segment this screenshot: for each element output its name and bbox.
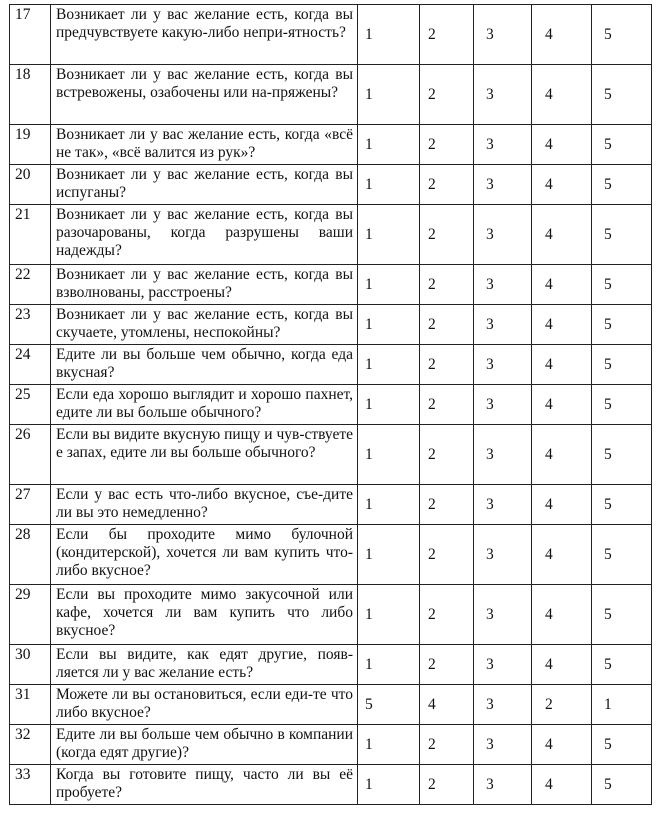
question-text: Возникает ли у вас желание есть, когда вы испуганы? <box>51 165 358 205</box>
question-number: 30 <box>10 645 51 685</box>
answer-option-1[interactable]: 5 <box>358 685 420 725</box>
question-number: 19 <box>10 125 51 165</box>
answer-option-5[interactable]: 5 <box>592 205 652 265</box>
answer-option-2[interactable]: 2 <box>420 65 474 125</box>
answer-option-4[interactable]: 4 <box>532 125 592 165</box>
answer-option-4[interactable]: 4 <box>532 305 592 345</box>
answer-option-1[interactable]: 1 <box>358 205 420 265</box>
answer-option-4[interactable]: 4 <box>532 205 592 265</box>
question-text: Если вы видите вкусную пищу и чув-ствуете е запах, едите ли вы больше обычного? <box>51 425 358 485</box>
answer-option-4[interactable]: 4 <box>532 5 592 65</box>
answer-option-2[interactable]: 2 <box>420 525 474 585</box>
answer-option-1[interactable]: 1 <box>358 585 420 645</box>
answer-option-3[interactable]: 3 <box>474 585 532 645</box>
question-number: 25 <box>10 385 51 425</box>
answer-option-1[interactable]: 1 <box>358 485 420 525</box>
question-text: Едите ли вы больше чем обычно, когда еда вкусная? <box>51 345 358 385</box>
answer-option-5[interactable]: 5 <box>592 265 652 305</box>
answer-option-5[interactable]: 5 <box>592 525 652 585</box>
answer-option-5[interactable]: 5 <box>592 5 652 65</box>
table-row <box>10 725 652 765</box>
answer-option-4[interactable]: 4 <box>532 645 592 685</box>
table-row <box>10 5 652 65</box>
answer-option-4[interactable]: 4 <box>532 265 592 305</box>
answer-option-2[interactable]: 2 <box>420 265 474 305</box>
answer-option-1[interactable]: 1 <box>358 165 420 205</box>
answer-option-3[interactable]: 3 <box>474 265 532 305</box>
question-text: Если еда хорошо выглядит и хорошо пахнет, едите ли вы больше обычного? <box>51 385 358 425</box>
answer-option-2[interactable]: 2 <box>420 5 474 65</box>
answer-option-5[interactable]: 5 <box>592 345 652 385</box>
answer-option-2[interactable]: 2 <box>420 485 474 525</box>
answer-option-2[interactable]: 2 <box>420 425 474 485</box>
table-row <box>10 385 652 425</box>
answer-option-2[interactable]: 2 <box>420 305 474 345</box>
answer-option-1[interactable]: 1 <box>358 725 420 765</box>
question-text: Возникает ли у вас желание есть, когда вы разочарованы, когда разрушены ваши надежды? <box>51 205 358 265</box>
answer-option-2[interactable]: 2 <box>420 585 474 645</box>
answer-option-1[interactable]: 1 <box>358 385 420 425</box>
answer-option-3[interactable]: 3 <box>474 385 532 425</box>
question-text: Если вы видите, как едят другие, появ-ляется ли у вас желание есть? <box>51 645 358 685</box>
question-text: Возникает ли у вас желание есть, когда вы встревожены, озабочены или на-пряжены? <box>51 65 358 125</box>
answer-option-1[interactable]: 1 <box>358 765 420 805</box>
question-number: 33 <box>10 765 51 805</box>
answer-option-2[interactable]: 2 <box>420 345 474 385</box>
answer-option-5[interactable]: 5 <box>592 765 652 805</box>
answer-option-3[interactable]: 3 <box>474 725 532 765</box>
answer-option-2[interactable]: 2 <box>420 205 474 265</box>
answer-option-5[interactable]: 5 <box>592 645 652 685</box>
answer-option-5[interactable]: 5 <box>592 585 652 645</box>
answer-option-2[interactable]: 4 <box>420 685 474 725</box>
answer-option-3[interactable]: 3 <box>474 345 532 385</box>
answer-option-5[interactable]: 5 <box>592 165 652 205</box>
answer-option-3[interactable]: 3 <box>474 765 532 805</box>
table-row <box>10 685 652 725</box>
answer-option-2[interactable]: 2 <box>420 165 474 205</box>
answer-option-5[interactable]: 5 <box>592 125 652 165</box>
table-row <box>10 485 652 525</box>
question-text: Возникает ли у вас желание есть, когда вы взволнованы, расстроены? <box>51 265 358 305</box>
question-text: Если у вас есть что-либо вкусное, съе-дите ли вы это немедленно? <box>51 485 358 525</box>
answer-option-5[interactable]: 5 <box>592 485 652 525</box>
table-row <box>10 305 652 345</box>
answer-option-4[interactable]: 4 <box>532 425 592 485</box>
answer-option-1[interactable]: 1 <box>358 65 420 125</box>
answer-option-1[interactable]: 1 <box>358 125 420 165</box>
answer-option-1[interactable]: 1 <box>358 645 420 685</box>
table-row <box>10 205 652 265</box>
question-text: Если бы проходите мимо булочной (кондитерской), хочется ли вам купить что-либо вкусное? <box>51 525 358 585</box>
answer-option-4[interactable]: 4 <box>532 765 592 805</box>
answer-option-2[interactable]: 2 <box>420 125 474 165</box>
answer-option-4[interactable]: 4 <box>532 345 592 385</box>
answer-option-4[interactable]: 4 <box>532 385 592 425</box>
question-number: 18 <box>10 65 51 125</box>
table-row <box>10 425 652 485</box>
table-row <box>10 345 652 385</box>
question-number: 32 <box>10 725 51 765</box>
answer-option-4[interactable]: 4 <box>532 525 592 585</box>
question-number: 17 <box>10 5 51 65</box>
table-row <box>10 585 652 645</box>
answer-option-3[interactable]: 3 <box>474 425 532 485</box>
answer-option-3[interactable]: 3 <box>474 485 532 525</box>
table-row <box>10 265 652 305</box>
answer-option-5[interactable]: 5 <box>592 385 652 425</box>
question-number: 24 <box>10 345 51 385</box>
answer-option-4[interactable]: 4 <box>532 585 592 645</box>
answer-option-2[interactable]: 2 <box>420 645 474 685</box>
question-number: 31 <box>10 685 51 725</box>
answer-option-2[interactable]: 2 <box>420 725 474 765</box>
question-number: 26 <box>10 425 51 485</box>
answer-option-4[interactable]: 4 <box>532 65 592 125</box>
answer-option-5[interactable]: 5 <box>592 305 652 345</box>
answer-option-5[interactable]: 5 <box>592 65 652 125</box>
table-row <box>10 645 652 685</box>
table-row <box>10 65 652 125</box>
answer-option-5[interactable]: 5 <box>592 425 652 485</box>
question-text: Возникает ли у вас желание есть, когда вы скучаете, утомлены, неспокойны? <box>51 305 358 345</box>
answer-option-3[interactable]: 3 <box>474 525 532 585</box>
questionnaire-rows <box>10 5 652 805</box>
answer-option-3[interactable]: 3 <box>474 65 532 125</box>
question-text: Когда вы готовите пищу, часто ли вы её пробуете? <box>51 765 358 805</box>
question-number: 29 <box>10 585 51 645</box>
question-number: 22 <box>10 265 51 305</box>
answer-option-5[interactable]: 1 <box>592 685 652 725</box>
answer-option-4[interactable]: 4 <box>532 485 592 525</box>
answer-option-4[interactable]: 4 <box>532 725 592 765</box>
answer-option-3[interactable]: 3 <box>474 165 532 205</box>
question-number: 20 <box>10 165 51 205</box>
question-number: 27 <box>10 485 51 525</box>
answer-option-1[interactable]: 1 <box>358 525 420 585</box>
answer-option-2[interactable]: 2 <box>420 765 474 805</box>
answer-option-1[interactable]: 1 <box>358 305 420 345</box>
answer-option-1[interactable]: 1 <box>358 425 420 485</box>
answer-option-4[interactable]: 2 <box>532 685 592 725</box>
questionnaire-table <box>9 4 652 805</box>
question-text: Если вы проходите мимо закусочной или кафе, хочется ли вам купить что либо вкусное? <box>51 585 358 645</box>
question-number: 28 <box>10 525 51 585</box>
question-text: Можете ли вы остановиться, если еди-те что либо вкусное? <box>51 685 358 725</box>
answer-option-3[interactable]: 3 <box>474 645 532 685</box>
table-row <box>10 125 652 165</box>
table-row <box>10 165 652 205</box>
answer-option-3[interactable]: 3 <box>474 5 532 65</box>
question-number: 21 <box>10 205 51 265</box>
answer-option-1[interactable]: 1 <box>358 265 420 305</box>
answer-option-1[interactable]: 1 <box>358 345 420 385</box>
table-row <box>10 525 652 585</box>
table-row <box>10 765 652 805</box>
answer-option-4[interactable]: 4 <box>532 165 592 205</box>
answer-option-3[interactable]: 3 <box>474 125 532 165</box>
answer-option-1[interactable]: 1 <box>358 5 420 65</box>
answer-option-3[interactable]: 3 <box>474 685 532 725</box>
question-text: Возникает ли у вас желание есть, когда «всё не так», «всё валится из рук»? <box>51 125 358 165</box>
question-text: Возникает ли у вас желание есть, когда вы предчувствуете какую-либо непри-ятность? <box>51 5 358 65</box>
answer-option-3[interactable]: 3 <box>474 205 532 265</box>
question-text: Едите ли вы больше чем обычно в компании (когда едят другие)? <box>51 725 358 765</box>
answer-option-3[interactable]: 3 <box>474 305 532 345</box>
question-number: 23 <box>10 305 51 345</box>
answer-option-5[interactable]: 5 <box>592 725 652 765</box>
answer-option-2[interactable]: 2 <box>420 385 474 425</box>
